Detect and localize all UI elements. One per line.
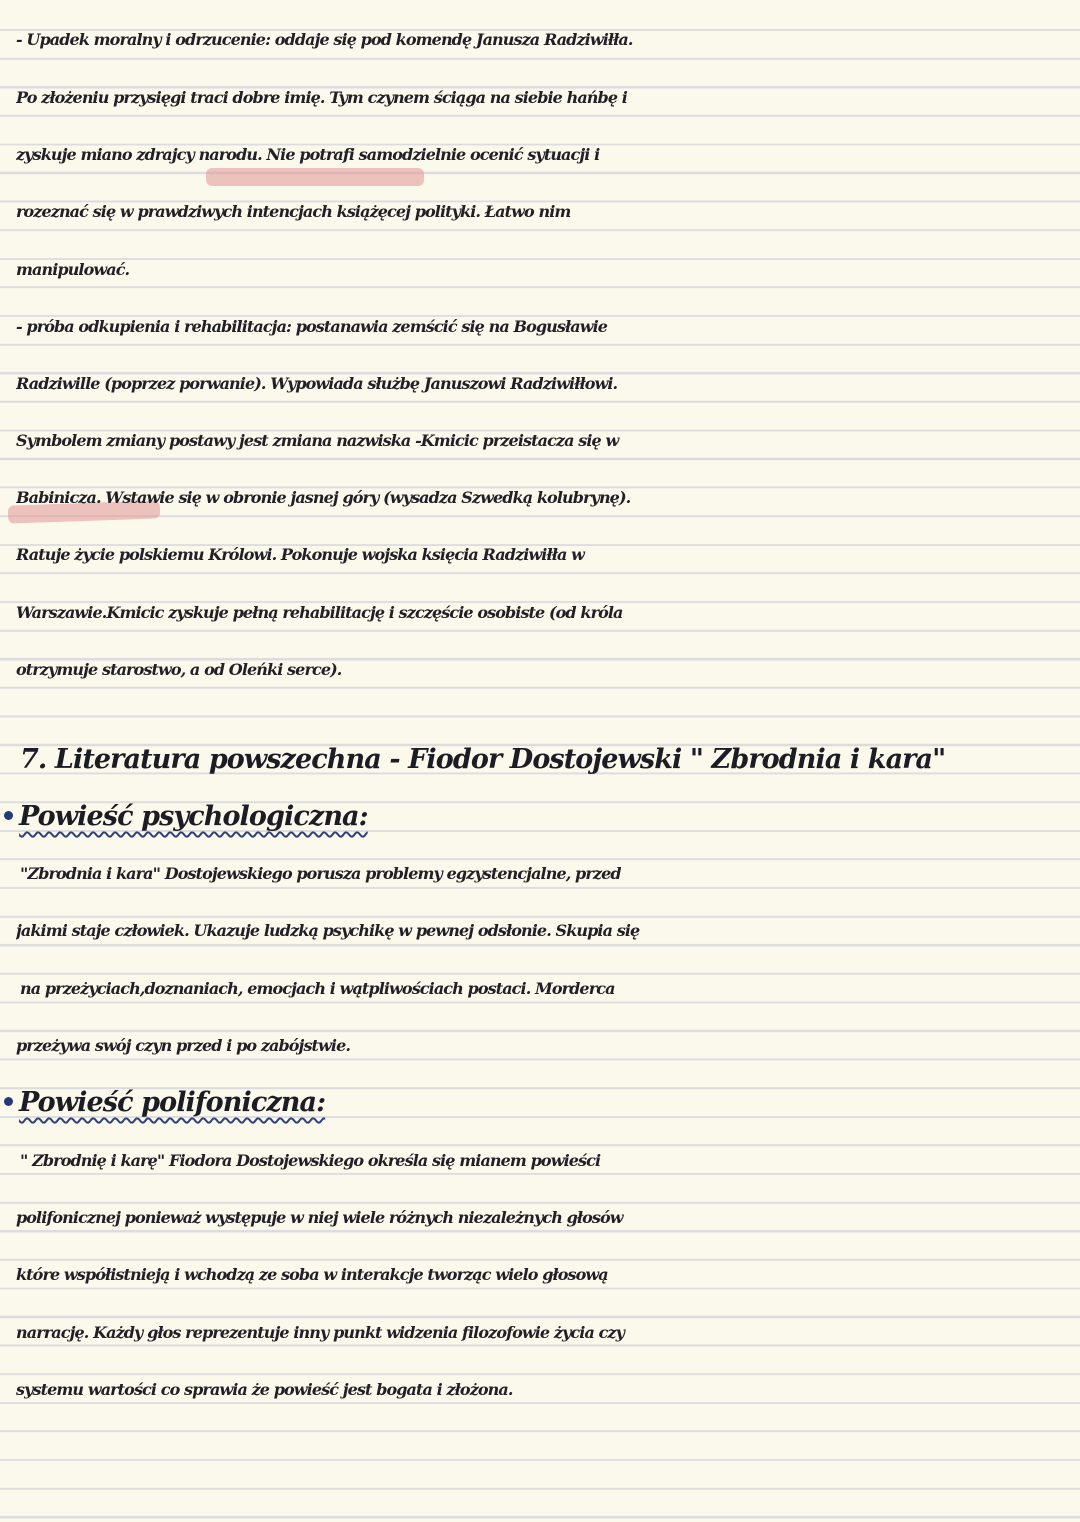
bullet-psychologiczna (4, 797, 368, 837)
bullet1-line-3: na przeżyciach,doznaniach, emocjach i wątpliwościach postaci. Morderca (20, 979, 615, 998)
paragraph2-line-3: Symbolem zmiany postawy jest zmiana nazwiska -Kmicic przeistacza się w (16, 431, 619, 450)
section7-heading: 7. Literatura powszechna - Fiodor Dostojewski " Zbrodnia i kara" (20, 744, 946, 775)
bullet2-line-3: które współistnieją i wchodzą ze soba w interakcje tworząc wielo głosową (16, 1265, 608, 1284)
paragraph2-line-4: Babinicza. Wstawie się w obronie jasnej góry (wysadza Szwedką kolubrynę). (16, 488, 631, 507)
paragraph1-line-4: rozeznać się w prawdziwych intencjach książęcej polityki. Łatwo nim (16, 202, 571, 221)
paragraph2-line-5: Ratuje życie polskiemu Królowi. Pokonuje wojska księcia Radziwiłła w (16, 545, 584, 564)
bullet-polifoniczna (4, 1083, 325, 1123)
bullet-dot-icon (4, 1097, 13, 1106)
paragraph2-line-1: - próba odkupienia i rehabilitacja: postanawia zemścić się na Bogusławie (16, 317, 608, 336)
paragraph1-line-2: Po złożeniu przysięgi traci dobre imię. Tym czynem ściąga na siebie hańbę i (16, 88, 627, 107)
bullet1-line-2: jakimi staje człowiek. Ukazuje ludzką psychikę w pewnej odsłonie. Skupia się (16, 921, 640, 940)
bullet2-line-1: " Zbrodnię i karę" Fiodora Dostojewskiego określa się mianem powieści (20, 1151, 601, 1170)
paragraph1-line-3: zyskuje miano zdrajcy narodu. Nie potrafi samodzielnie ocenić sytuacji i (16, 145, 600, 164)
bullet1-line-1: "Zbrodnia i kara" Dostojewskiego porusza problemy egzystencjalne, przed (20, 864, 621, 883)
paragraph1-line-5: manipulować. (16, 260, 130, 279)
bullet2-line-4: narrację. Każdy głos reprezentuje inny punkt widzenia filozofowie życia czy (16, 1323, 625, 1342)
bullet-dot-icon (4, 811, 13, 820)
paragraph2-line-7: otrzymuje starostwo, a od Oleńki serce). (16, 660, 342, 679)
bullet2-line-2: polifonicznej ponieważ występuje w niej wiele różnych niezależnych głosów (16, 1208, 623, 1227)
paragraph2-line-2: Radziwille (poprzez porwanie). Wypowiada służbę Januszowi Radziwiłłowi. (16, 374, 618, 393)
bullet-label-polifoniczna: Powieść polifoniczna: (19, 1087, 326, 1118)
paragraph2-line-6: Warszawie.Kmicic zyskuje pełną rehabilitację i szczęście osobiste (od króla (16, 603, 623, 622)
bullet2-line-5: systemu wartości co sprawia że powieść jest bogata i złożona. (16, 1380, 513, 1399)
paragraph1-line-1: - Upadek moralny i odrzucenie: oddaje się pod komendę Janusza Radziwiłła. (16, 30, 633, 49)
bullet1-line-4: przeżywa swój czyn przed i po zabójstwie. (16, 1036, 351, 1055)
bullet-label-psychologiczna: Powieść psychologiczna: (19, 801, 368, 832)
